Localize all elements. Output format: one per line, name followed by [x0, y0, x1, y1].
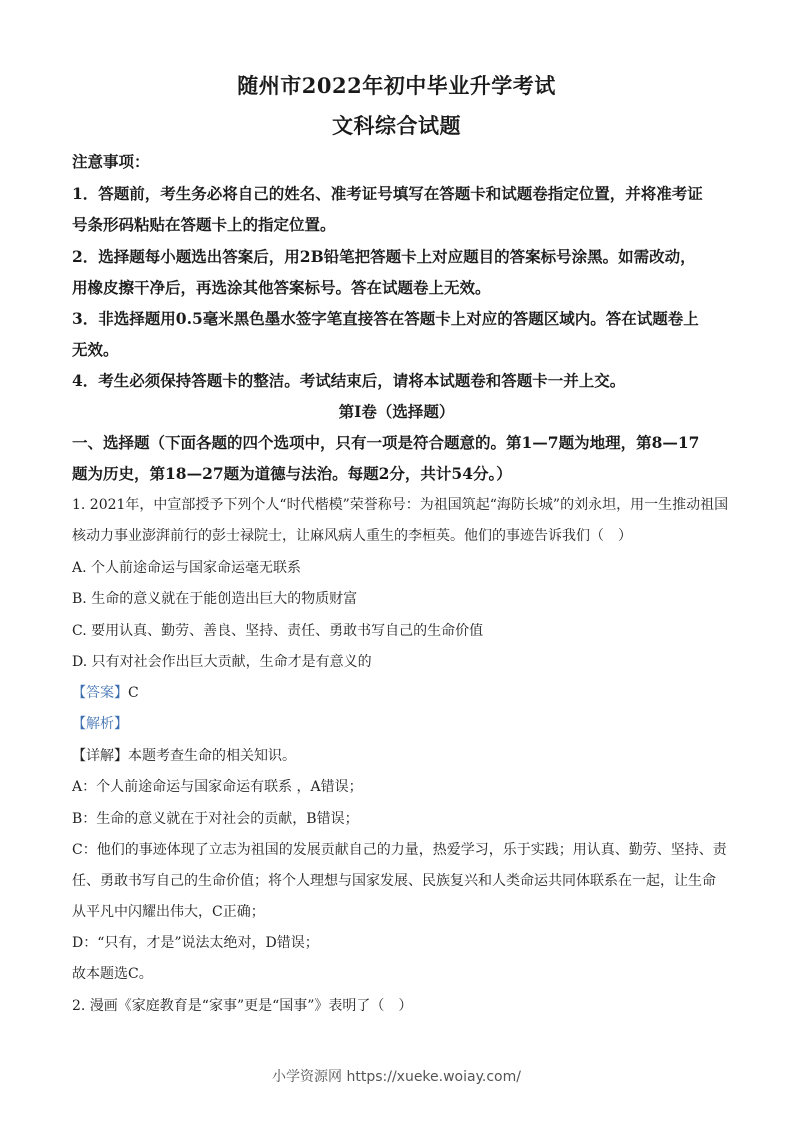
notice-1-line-1: 1．答题前，考生务必将自己的姓名、准考证号填写在答题卡和试题卷指定位置，并将准考证	[72, 184, 703, 203]
question-1-stem-line-1: 1. 2021年，中宣部授予下列个人“时代楷模”荣誉称号：为祖国筑起“海防长城”的刘永坦，用一生推动祖国	[72, 497, 729, 513]
detail-line-7: D：“只有，才是”说法太绝对，D错误；	[72, 935, 319, 951]
notice-1-line-2: 号条形码粘贴在答题卡上的指定位置。	[72, 215, 336, 234]
question-2-stem: 2. 漫画《家庭教育是“家事”更是“国事”》表明了（ ）	[72, 998, 413, 1014]
section-heading-line-1: 一、选择题（下面各题的四个选项中，只有一项是符合题意的。第1—7题为地理，第8—17	[72, 433, 700, 452]
analysis-label: 【解析】	[72, 716, 128, 732]
question-1-option-a: A. 个人前途命运与国家命运毫无联系	[72, 560, 302, 576]
detail-line-3: B：生命的意义就在于对社会的贡献，B错误；	[72, 811, 359, 827]
notice-heading: 注意事项：	[72, 152, 150, 171]
exam-subtitle: 文科综合试题	[332, 113, 461, 138]
notice-2-line-2: 用橡皮擦干净后，再选涂其他答案标号。答在试题卷上无效。	[72, 278, 491, 297]
answer-label: 【答案】	[72, 685, 128, 701]
question-1-option-d: D. 只有对社会作出巨大贡献，生命才是有意义的	[72, 654, 372, 670]
footer-watermark: 小学资源网 https://xueke.woiay.com/	[272, 1069, 521, 1085]
detail-line-4: C：他们的事迹体现了立志为祖国的发展贡献自己的力量，热爱学习，乐于实践；用认真、勤劳、坚持、责	[72, 842, 727, 858]
detail-line-6: 从平凡中闪耀出伟大，C正确；	[72, 904, 265, 920]
answer-row	[72, 682, 724, 702]
detail-line-8: 故本题选C。	[72, 966, 153, 982]
exam-title: 随州市2022年初中毕业升学考试	[237, 73, 556, 98]
notice-2-line-1: 2．选择题每小题选出答案后，用2B铅笔把答题卡上对应题目的答案标号涂黑。如需改动，	[72, 247, 696, 266]
question-1-stem-line-2: 核动力事业澎湃前行的彭士禄院士，让麻风病人重生的李桓英。他们的事迹告诉我们（ ）	[72, 528, 632, 544]
notice-3-line-1: 3．非选择题用0.5毫米黑色墨水签字笔直接答在答题卡上对应的答题区域内。答在试题卷上	[72, 309, 699, 328]
notice-3-line-2: 无效。	[72, 340, 119, 359]
volume-heading: 第I卷（选择题）	[338, 402, 455, 421]
detail-line-1: 【详解】本题考查生命的相关知识。	[72, 748, 296, 764]
question-1-option-c: C. 要用认真、勤劳、善良、坚持、责任、勇敢书写自己的生命价值	[72, 623, 484, 639]
notice-4-line-1: 4．考生必须保持答题卡的整洁。考试结束后，请将本试题卷和答题卡一并上交。	[72, 371, 626, 390]
section-heading-line-2: 题为历史，第18—27题为道德与法治。每题2分，共计54分。）	[72, 464, 512, 483]
detail-line-2: A：个人前途命运与国家命运有联系 ，A错误；	[72, 779, 363, 795]
answer-value: C	[128, 685, 139, 701]
question-1-option-b: B. 生命的意义就在于能创造出巨大的物质财富	[72, 591, 358, 607]
detail-line-5: 任、勇敢书写自己的生命价值；将个人理想与国家发展、民族复兴和人类命运共同体联系在一起，让生命	[72, 873, 716, 889]
